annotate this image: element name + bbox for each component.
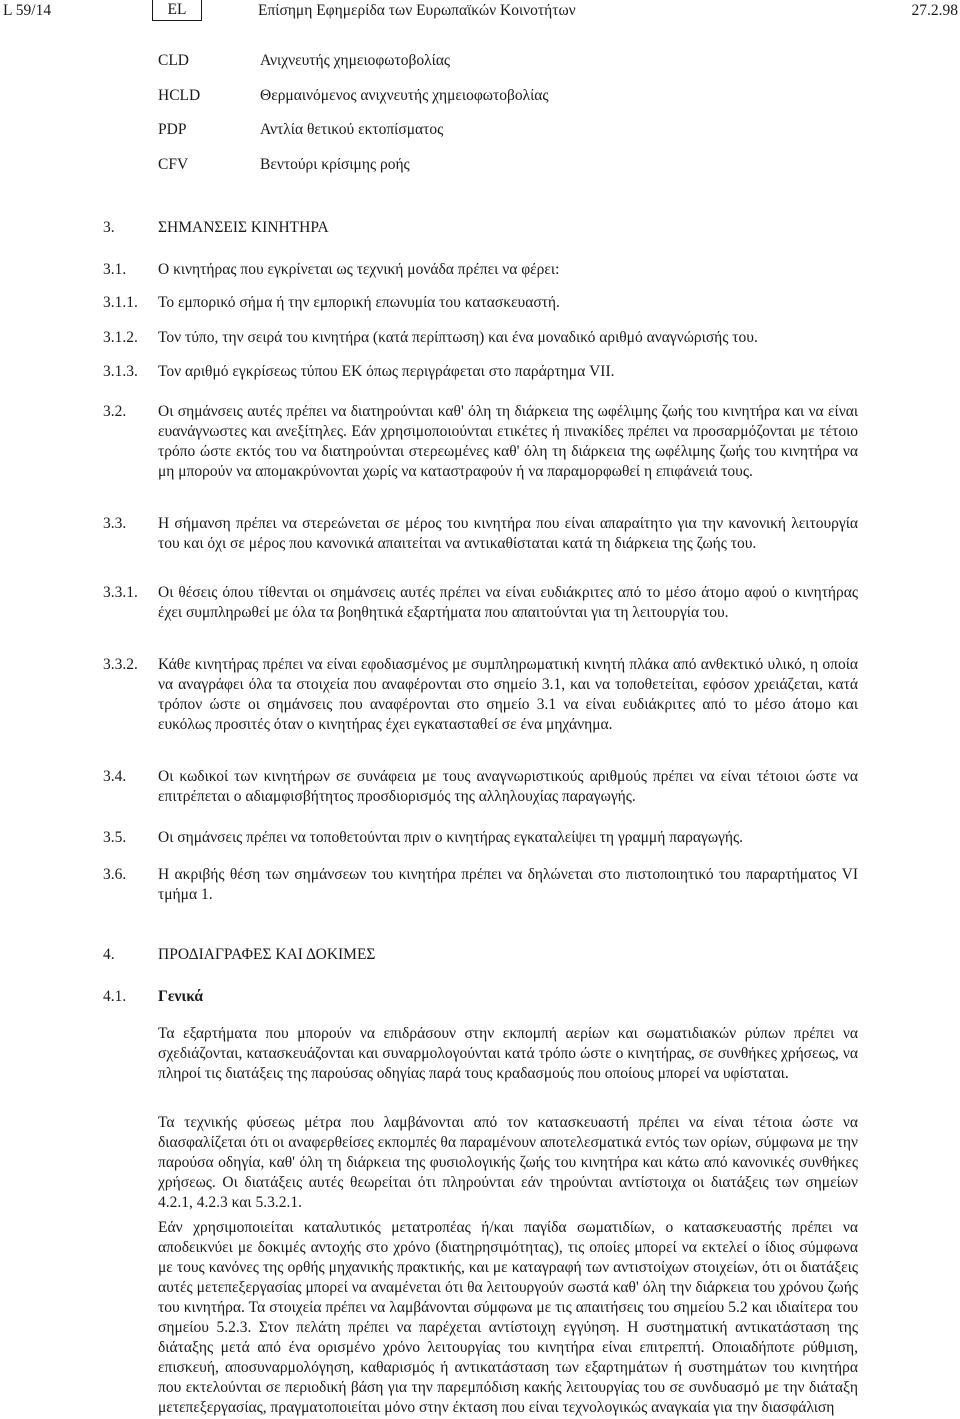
section-text: Οι σημάνσεις πρέπει να τοποθετούνται πριν ο κινητήρας εγκαταλείψει τη γραμμή παραγωγής. — [158, 829, 744, 846]
section-number: 3.3.1. — [103, 584, 138, 601]
section-number: 3.1.3. — [103, 363, 138, 380]
journal-title: Επίσημη Εφημερίδα των Ευρωπαϊκών Κοινοτήτων — [258, 2, 576, 19]
abbreviation-description: Θερμαινόμενος ανιχνευτής χημειοφωτοβολίας — [260, 86, 549, 104]
section-heading: ΣΗΜΑΝΣΕΙΣ ΚΙΝΗΤΗΡΑ — [158, 219, 329, 236]
paragraph: Τα τεχνικής φύσεως μέτρα που λαμβάνονται από τον κατασκευαστή πρέπει να είναι τέτοια ώστε να διασφαλίζεται ότι οι αναφερθείσες εκπομπές θα παραμένουν αποτελεσματικά εντός των ορίων, σύμφωνα με την παρούσα οδηγία, καθ' όλη τη διάρκεια της φυσιολογικής ζωής του κινητήρα και κάτω από κανονικές συνθήκες χρήσεως. Οι διατάξεις αυτές θεωρείται ότι πληρούνται εάν τηρούνται αντίστοιχα οι διατάξεις των σημείων 4.2.1, 4.2.3 και 5.3.2.1. — [158, 1114, 858, 1211]
section-text: Οι θέσεις όπου τίθενται οι σημάνσεις αυτές πρέπει να είναι ευδιάκριτες από το μέσο άτομο αφού ο κινητήρας έχει συμπληρωθεί με όλα τα βοηθητικά εξαρτήματα που απαιτούνται για τη λειτουργία του. — [158, 584, 858, 621]
abbreviation-description: Βεντούρι κρίσιμης ροής — [260, 155, 410, 173]
publication-date: 27.2.98 — [911, 2, 958, 19]
section-text: Ο κινητήρας που εγκρίνεται ως τεχνική μονάδα πρέπει να φέρει: — [158, 261, 560, 278]
section-number: 3.4. — [103, 768, 127, 785]
section-text: Το εμπορικό σήμα ή την εμπορική επωνυμία του κατασκευαστή. — [158, 294, 560, 311]
abbreviation-description: Αντλία θετικού εκτοπίσματος — [260, 121, 444, 138]
section-number: 3.1. — [103, 261, 127, 278]
section-number: 3.6. — [103, 866, 127, 883]
paragraph: Εάν χρησιμοποιείται καταλυτικός μετατροπέας ή/και παγίδα σωματιδίων, ο κατασκευαστής πρέπει να αποδεικνύει με δοκιμές αντοχής στο χρόνο (διατηρησιμότητας), τις οποίες μπορεί να εκτελεί ο ίδιος σύμφωνα με τους κανόνες της ορθής μηχανικής πρακτικής, και με καταγραφή των αντιστοίχων στοιχείων, ότι οι διατάξεις αυτές μετεπεξεργασίας μπορεί να αναμένεται ότι θα λειτουργούν σωστά καθ' όλη την διάρκεια του χρόνου ζωής του κινητήρα. Τα στοιχεία πρέπει να λαμβάνονται σύμφωνα με τις απαιτήσεις του σημείου 5.2 και ιδιαίτερα του σημείου 5.2.3. Στον πελάτη πρέπει να παρέχεται αντίστοιχη εγγύηση. Η συστηματική αντικατάσταση της διάταξης μετά από ένα ορισμένο χρόνο λειτουργίας του κινητήρα είναι επιτρεπτή. Οποιαδήποτε ρύθμιση, επισκευή, αποσυναρμολόγηση, καθαρισμός ή αντικατάσταση των εξαρτημάτων ή συστημάτων του κινητήρα που εκτελούνται σε περιοδική βάση για την παρεμπόδιση κακής λειτουργίας του σε συνδυασμό με την διάταξη μετεπεξεργασίας, πραγματοποιείται μόνο στην έκταση που είναι τεχνολογικώς αναγκαία για την διασφάλιση — [158, 1219, 858, 1416]
section-number: 3. — [103, 219, 115, 236]
page-header — [0, 0, 960, 24]
abbreviation-code: CFV — [158, 155, 189, 173]
section-text: Τον αριθμό εγκρίσεως τύπου ΕΚ όπως περιγράφεται στο παράρτημα VII. — [158, 363, 615, 380]
section-text: Οι κωδικοί των κινητήρων σε συνάφεια με τους αναγνωριστικούς αριθμούς πρέπει να είναι τέτοιοι ώστε να επιτρέπεται ο αδιαμφισβήτητος προσδιορισμός της αλληλουχίας παραγωγής. — [158, 768, 858, 805]
section-number: 3.2. — [103, 403, 127, 420]
abbreviation-description: Ανιχνευτής χημειοφωτοβολίας — [260, 52, 451, 69]
section-number: 3.3. — [103, 515, 127, 532]
section-number: 3.1.2. — [103, 329, 138, 346]
section-heading: ΠΡΟΔΙΑΓΡΑΦΕΣ ΚΑΙ ΔΟΚΙΜΕΣ — [158, 946, 376, 963]
page-number: L 59/14 — [3, 2, 52, 19]
abbreviation-code: PDP — [158, 121, 187, 138]
section-number: 3.3.2. — [103, 656, 138, 673]
section-number: 4. — [103, 946, 115, 963]
section-number: 3.5. — [103, 829, 127, 846]
abbreviation-code: CLD — [158, 52, 189, 69]
section-number: 4.1. — [103, 988, 127, 1005]
section-text: Κάθε κινητήρας πρέπει να είναι εφοδιασμένος με συμπληρωματική κινητή πλάκα από ανθεκτικό υλικό, η οποία να αναγράφει όλα τα στοιχεία που αναφέρονται στο σημείο 3.1, και να τοποθετείται, εφόσον χρειάζεται, κατά τρόπον ώστε οι σημάνσεις που αναφέρονται στο σημείο 3.1 να είναι ευδιάκριτες από το μέσο άτομο και ευκόλως προσιτές όταν ο κινητήρας έχει εγκατασταθεί σε ένα μηχάνημα. — [158, 656, 858, 733]
section-text: Η σήμανση πρέπει να στερεώνεται σε μέρος του κινητήρα που είναι απαραίτητο για την κανονική λειτουργία του και όχι σε μέρος που κανονικά απαιτείται να αντικαθίσταται κατά τη διάρκεια της ζωής του. — [158, 515, 858, 552]
section-number: 3.1.1. — [103, 294, 138, 311]
subsection-heading: Γενικά — [158, 988, 204, 1005]
language-code-box: EL — [152, 0, 202, 21]
section-text: Οι σημάνσεις αυτές πρέπει να διατηρούνται καθ' όλη τη διάρκεια της ωφέλιμης ζωής του κινητήρα και να είναι ευανάγνωστες και ανεξίτηλες. Εάν χρησιμοποιούνται ετικέτες ή πινακίδες πρέπει να προσαρμόζονται με τέτοιο τρόπο ώστε εκτός του να διατηρούνται στερεωμένες καθ' όλη τη διάρκεια της ωφέλιμης ζωής του κινητήρα να μη μπορούν να απομακρύνονται χωρίς να καταστραφούν ή να παραμορφωθεί η επιφάνειά τους. — [158, 403, 858, 480]
abbreviation-code: HCLD — [158, 86, 201, 104]
section-text: Η ακριβής θέση των σημάνσεων του κινητήρα πρέπει να δηλώνεται στο πιστοποιητικό του παραρτήματος VI τμήμα 1. — [158, 866, 858, 903]
section-text: Τον τύπο, την σειρά του κινητήρα (κατά περίπτωση) και ένα μοναδικό αριθμό αναγνώρισής του. — [158, 329, 758, 346]
paragraph: Τα εξαρτήματα που μπορούν να επιδράσουν στην εκπομπή αερίων και σωματιδιακών ρύπων πρέπει να σχεδιάζονται, κατασκευάζονται και συναρμολογούνται κατά τρόπο ώστε ο κινητήρας, σε συνθήκες χρήσεως, να πληροί τις διατάξεις της παρούσας οδηγίας παρά τους κραδασμούς που οποίους μπορεί να υφίσταται. — [158, 1025, 858, 1082]
